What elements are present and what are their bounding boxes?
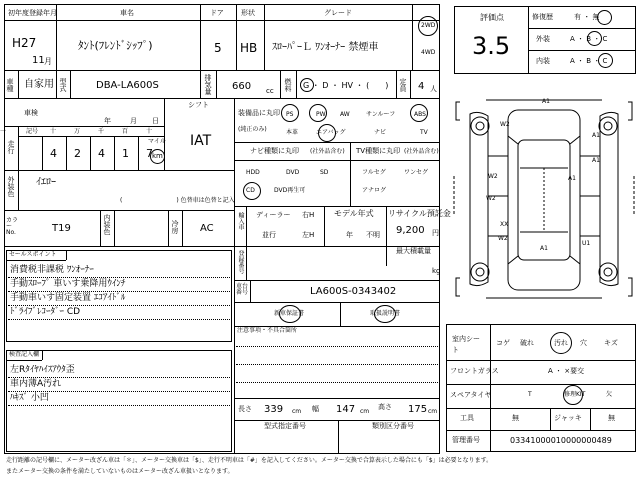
odo-header: 記号: [26, 128, 39, 135]
exterior-label: 外装: [536, 35, 550, 43]
car-outline-icon: [450, 96, 638, 304]
height-label: 高さ: [378, 403, 392, 411]
type-label: 型式指定番号: [264, 422, 306, 430]
model-year-label: モデル年式: [334, 209, 374, 218]
width-value: 147: [336, 404, 356, 415]
height-unit: cm: [428, 408, 438, 415]
ps-circle: [281, 104, 299, 122]
seat-option: 汚れ: [554, 339, 568, 347]
car-name: ﾀﾝﾄ(ﾌﾚﾝﾄﾞｼｯﾌﾟ): [78, 39, 153, 52]
inspection-label: 車検: [24, 109, 38, 117]
cd-circle: [243, 182, 261, 200]
cooling: AC: [200, 223, 214, 234]
width-label: 幅: [312, 405, 319, 413]
recycle-unit: 円: [432, 229, 439, 237]
damage-mark: W2: [500, 121, 510, 128]
sales-point-item: 消費税非課税 ﾜﾝｵｰﾅｰ: [10, 265, 94, 275]
exterior-options: A ・ B ・ C: [570, 35, 608, 43]
footer-line-2: またメーター交換の条件を満たしていないものはメーター改ざん車扱いとなります。: [6, 468, 234, 475]
kind: 自家用: [24, 79, 54, 90]
seat-option: 穴: [580, 339, 587, 347]
repair-options: 有 ・ 無: [574, 13, 600, 21]
odo-digit: 2: [74, 147, 81, 160]
km-unit: km: [152, 152, 163, 160]
displacement: 660: [232, 81, 252, 92]
odo-header: 十: [146, 128, 153, 135]
odo-header: 一: [0, 128, 7, 135]
displacement-label: 排気量: [204, 74, 212, 95]
equipment-sublabel: (純正のみ): [238, 126, 267, 133]
navi-item: HDD: [246, 169, 260, 176]
shape-label: 形状: [241, 9, 255, 17]
score-value: 3.5: [472, 32, 511, 60]
spare-option: T: [528, 391, 532, 398]
equipment-item: 本革: [286, 129, 299, 136]
length-label: 長さ: [238, 405, 252, 413]
tv-item: ワンセグ: [404, 169, 429, 176]
color-value: ｲｴﾛｰ: [36, 177, 56, 188]
odo-digit: 7: [146, 147, 153, 160]
sales-point-item: 手動ｽﾛｰﾌﾟ 車いす乗降用ｳｲﾝﾁ: [10, 279, 126, 289]
model-year-unit: 年: [346, 231, 353, 239]
score-label: 評価点: [480, 13, 504, 22]
inspection-year-unit: 年: [104, 117, 111, 125]
navi-item: DVD再生可: [274, 187, 306, 194]
equipment-item: PS: [286, 111, 294, 118]
fuel-options: G ・ D ・ HV ・ ( ): [303, 81, 389, 90]
interior-c-circle: [598, 53, 613, 68]
manual: 取扱説明書: [370, 310, 401, 317]
interior-color-label: 内装色: [103, 214, 111, 235]
tv-label: TV種類に丸印: [356, 147, 401, 155]
odo-header: 千: [98, 128, 105, 135]
remarks-label: 注意事項・不具合箇所: [237, 327, 298, 334]
import-label: 輸入車: [237, 212, 244, 230]
kind-label: 車種: [6, 78, 14, 92]
drive-2wd: 2WD: [421, 22, 436, 29]
chassis-label: 車台番号: [236, 283, 249, 296]
reg-month: 11: [32, 55, 45, 66]
jack-label: ジャッキ: [554, 414, 582, 422]
odo-header: 万: [74, 128, 81, 135]
damage-mark: W2: [498, 235, 508, 242]
odo-digit: 1: [122, 147, 129, 160]
odo-header: 百: [122, 128, 129, 135]
odo-digit: 4: [50, 147, 57, 160]
chassis-value: LA600S-0343402: [310, 286, 397, 297]
car-name-label: 車名: [120, 9, 134, 17]
door-label: ドア: [210, 9, 224, 17]
inspector-note-item: ﾊｷｽﾞ 小凹: [10, 393, 49, 403]
navi-item: DVD: [286, 169, 300, 176]
equipment-item: ABS: [414, 111, 426, 118]
load-unit: kg: [432, 267, 441, 275]
equipment-item: ナビ: [374, 129, 387, 136]
damage-mark: A1: [542, 98, 550, 105]
recycle-value: 9,200: [396, 225, 425, 236]
navi-sub: (社外品含む): [310, 148, 345, 155]
navi-item: SD: [320, 169, 329, 176]
seat-option: 破れ: [520, 339, 534, 347]
inspector-notes-label: 検査記入欄: [9, 351, 40, 358]
height-value: 175: [408, 404, 428, 415]
sales-point-item: 手動車いす固定装置 ｴｺｱｲﾄﾞﾙ: [10, 293, 126, 303]
drive-4wd: 4WD: [421, 49, 436, 56]
model: DBA-LA600S: [96, 80, 159, 91]
sales-points-label: セールスポイント: [9, 251, 57, 258]
car-diagram: [450, 96, 638, 304]
import-left: 左H: [302, 231, 315, 239]
spare-option: 欠: [606, 391, 613, 398]
displacement-unit: cc: [266, 87, 274, 95]
registration-label: 登録番号: [237, 250, 244, 274]
inspector-note-item: 左Rﾀｲﾔﾊｲｽｱｳﾀ歪: [10, 365, 75, 375]
equipment-item: AW: [340, 111, 350, 118]
reg-year: H27: [12, 36, 37, 50]
spare-option: 修理KIT: [564, 391, 586, 398]
damage-mark: W2: [488, 173, 498, 180]
damage-mark: XX: [500, 221, 509, 228]
repair-label: 修復歴: [532, 13, 553, 21]
sales-point-item: ﾄﾞﾗｲﾌﾞﾚｺｰﾀﾞｰ CD: [10, 307, 81, 317]
glass-label: フロントガラス: [450, 367, 499, 375]
exterior-b-circle: [587, 31, 602, 46]
navi-item: CD: [246, 187, 255, 194]
model-year-unknown: 不明: [366, 231, 380, 239]
mgmt-label: 管理番号: [452, 436, 480, 444]
inspection-day-unit: 日: [152, 117, 159, 125]
grade-label: グレード: [324, 9, 352, 17]
equipment-item: TV: [420, 129, 428, 136]
cooling-label: 冷房: [171, 220, 179, 234]
color-label: 外装色: [7, 176, 15, 197]
navi-label: ナビ種類に丸印: [250, 147, 299, 155]
tv-item: アナログ: [362, 187, 387, 194]
shift-value: IAT: [190, 133, 212, 149]
capacity: 4: [418, 81, 425, 92]
spare-label: スペアタイヤ: [450, 391, 492, 399]
damage-mark: W2: [486, 195, 496, 202]
class-label: 類別区分番号: [372, 422, 414, 430]
width-unit: cm: [360, 408, 370, 415]
shift-label: シフト: [188, 101, 209, 109]
capacity-label: 定員: [399, 78, 407, 92]
seat-option: キズ: [604, 339, 618, 347]
color-no: T19: [52, 223, 71, 234]
inspection-month-unit: 月: [130, 117, 137, 125]
abs-circle: [410, 104, 428, 122]
import-parallel: 並行: [262, 231, 276, 239]
grade: ｽﾛｰﾊﾟｰＬ ﾜﾝｵｰﾅｰ 禁煙車: [272, 42, 379, 53]
mileage-label: 走行: [7, 140, 15, 154]
tv-item: フルセグ: [362, 169, 386, 176]
color-no-label: カラーNo.: [6, 217, 19, 236]
length-unit: cm: [292, 408, 302, 415]
doors: 5: [214, 41, 222, 55]
footer-line-1: 走行距離の記号欄に、メーター改ざん車は「＊」、メーター交換車は「$」、走行不明車は「#」を記入してください。メーター交換で合算表示した場合にも「$」は必要となります。: [6, 457, 493, 464]
airbag-circle: [318, 124, 336, 142]
new-warranty: 新車保証書: [274, 310, 305, 317]
color-note: ( ) 色替車は色替と記入: [120, 197, 235, 204]
seat-label: 室内シート: [452, 335, 480, 354]
interior-label: 内装: [536, 57, 550, 65]
equipment-label: 装備品に丸印: [238, 109, 280, 117]
mgmt-value: 03341000010000000489: [510, 436, 612, 445]
mile-unit: マイル: [148, 138, 166, 145]
reg-year-label: 初年度登録年月: [8, 9, 57, 17]
jack-value: 無: [608, 414, 615, 422]
damage-mark: A1: [592, 132, 600, 139]
reg-month-unit: 月: [44, 57, 52, 66]
equipment-item: エアバッグ: [316, 129, 346, 136]
damage-mark: A1: [540, 245, 548, 252]
tools-label: 工具: [460, 414, 474, 422]
glass-value: A ・ ×要交: [548, 367, 585, 375]
capacity-unit: 人: [430, 85, 437, 93]
tools-value: 無: [512, 414, 519, 422]
damage-mark: U1: [582, 240, 591, 247]
odo-header: 十: [50, 128, 57, 135]
pw-circle: [309, 104, 327, 122]
damage-mark: A1: [568, 175, 576, 182]
seat-option: コゲ: [496, 339, 510, 347]
model-label: 型式: [59, 78, 67, 92]
equipment-item: サンルーフ: [366, 111, 396, 118]
damage-mark: A1: [592, 157, 600, 164]
inspector-note-item: 車内薄A汚れ: [10, 379, 62, 389]
repair-none-circle: [597, 10, 612, 25]
fuel-label: 燃料: [284, 78, 292, 92]
odo-digit: 4: [98, 147, 105, 160]
import-right: 右H: [302, 211, 315, 219]
shape: HB: [240, 41, 258, 55]
tv-sub: (社外品含む): [404, 148, 439, 155]
length-value: 339: [264, 404, 284, 415]
import-dealer: ディーラー: [256, 211, 291, 219]
load-label: 最大積載量: [396, 247, 431, 255]
equipment-item: PW: [316, 111, 326, 118]
interior-options: A ・ B ・ C: [570, 57, 608, 65]
recycle-label: リサイクル預託金: [388, 209, 451, 218]
